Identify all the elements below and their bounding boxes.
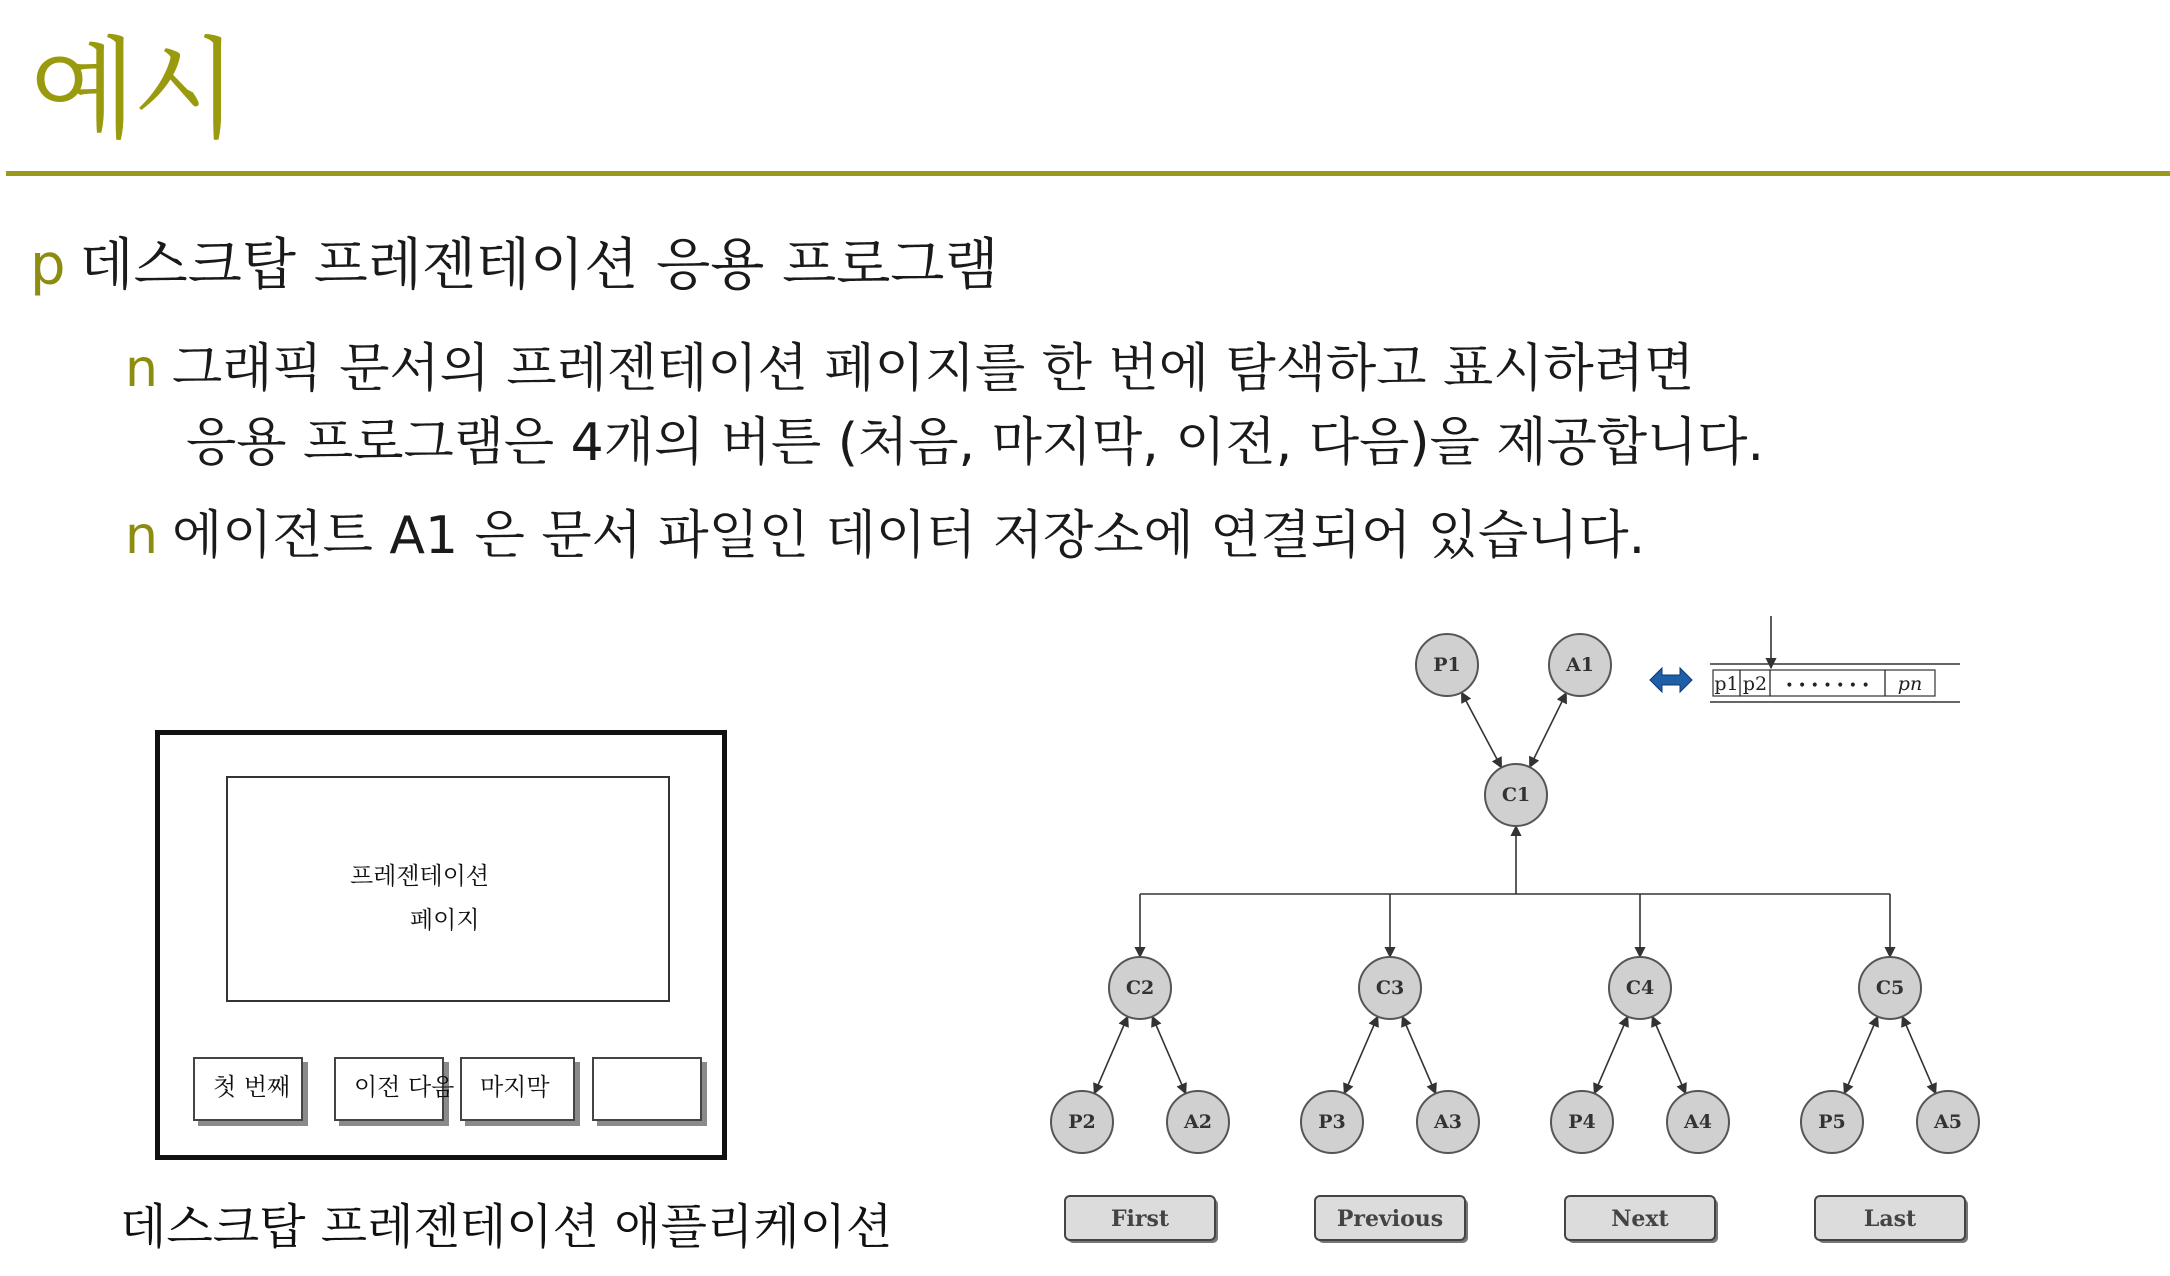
bullet-level1 [30,232,999,299]
next-button[interactable] [592,1057,702,1121]
svg-text:A3: A3 [1434,1111,1462,1133]
edge-p1-c1 [1462,692,1502,767]
first-button[interactable]: 첫 번째 [193,1057,303,1121]
diagram-button-previous[interactable] [1315,1196,1468,1243]
svg-text:P3: P3 [1318,1111,1346,1133]
svg-text:P4: P4 [1568,1111,1596,1133]
page-label-line2: 페이지 [410,906,480,934]
node-a2 [1167,1091,1229,1153]
svg-text:C2: C2 [1125,977,1155,999]
node-c3 [1359,957,1421,1019]
bullet-level2-2 [125,505,1645,567]
last-button[interactable]: 마지막 [460,1057,575,1121]
bullet-marker: n [125,506,158,566]
bullet-level2-1-continuation: 응용 프로그램은 4개의 버튼 (처음, 마지막, 이전, 다음)을 제공합니다. [186,413,1765,473]
svg-text:pn: pn [1897,673,1923,695]
node-a4 [1667,1091,1729,1153]
bullet-text: 데스크탑 프레젠테이션 응용 프로그램 [79,233,999,298]
node-p1 [1416,634,1478,696]
svg-text:p1: p1 [1714,673,1739,695]
store-cell [1885,670,1935,696]
node-p3 [1301,1091,1363,1153]
svg-text:A1: A1 [1566,654,1594,676]
node-a1 [1549,634,1611,696]
svg-text:Previous: Previous [1336,1206,1444,1232]
store-cell [1770,670,1885,696]
bullet-text: 에이전트 A1 은 문서 파일인 데이터 저장소에 연결되어 있습니다. [171,506,1646,566]
node-a5 [1917,1091,1979,1153]
pac-hierarchy-diagram [1040,600,1980,1270]
mockup-caption: 데스크탑 프레젠테이션 애플리케이션 [120,1199,893,1255]
svg-text:p2: p2 [1742,673,1768,695]
diagram-button-first[interactable] [1065,1196,1218,1243]
svg-text:A2: A2 [1184,1111,1212,1133]
edge-c5-p5 [1844,1016,1877,1093]
edge-c4-p4 [1594,1016,1627,1093]
edge-c4-a4 [1652,1016,1685,1093]
svg-text:C3: C3 [1375,977,1405,999]
title-divider [6,171,2170,176]
slide-title: 예시 [30,26,235,154]
page-label-line1: 프레젠테이션 [350,862,490,890]
edge-c5-a5 [1902,1016,1935,1093]
svg-text:A5: A5 [1934,1111,1962,1133]
store-cell [1740,670,1770,696]
node-c4 [1609,957,1671,1019]
bullet-marker: n [125,339,158,399]
edge-c3-p3 [1344,1016,1377,1093]
bullet-marker: p [30,233,66,298]
node-c5 [1859,957,1921,1019]
svg-text:C1: C1 [1501,784,1531,806]
node-p4 [1551,1091,1613,1153]
bullet-level2-1 [125,338,1694,400]
svg-text:First: First [1110,1206,1170,1232]
node-p5 [1801,1091,1863,1153]
bidirectional-link-icon [1650,668,1692,692]
previous-button[interactable]: 이전 다음 [334,1057,444,1121]
svg-text:Last: Last [1863,1206,1917,1232]
edge-c2-p2 [1094,1016,1127,1093]
svg-text:Next: Next [1611,1206,1669,1232]
svg-text:C5: C5 [1875,977,1905,999]
node-p2 [1051,1091,1113,1153]
bullet-text: 그래픽 문서의 프레젠테이션 페이지를 한 번에 탐색하고 표시하려면 [171,339,1695,399]
svg-text:P1: P1 [1433,654,1461,676]
svg-text:• • • • • • •: • • • • • • • [1785,678,1870,694]
svg-text:A4: A4 [1684,1111,1712,1133]
svg-text:C4: C4 [1625,977,1655,999]
edge-c3-a3 [1402,1016,1435,1093]
node-c1 [1485,764,1547,826]
diagram-button-next[interactable] [1565,1196,1718,1243]
edge-c2-a2 [1152,1016,1185,1093]
svg-text:P5: P5 [1818,1111,1846,1133]
store-cell [1713,670,1740,696]
edge-a1-c1 [1530,693,1567,767]
node-a3 [1417,1091,1479,1153]
node-c2 [1109,957,1171,1019]
svg-text:P2: P2 [1068,1111,1096,1133]
diagram-button-last[interactable] [1815,1196,1968,1243]
